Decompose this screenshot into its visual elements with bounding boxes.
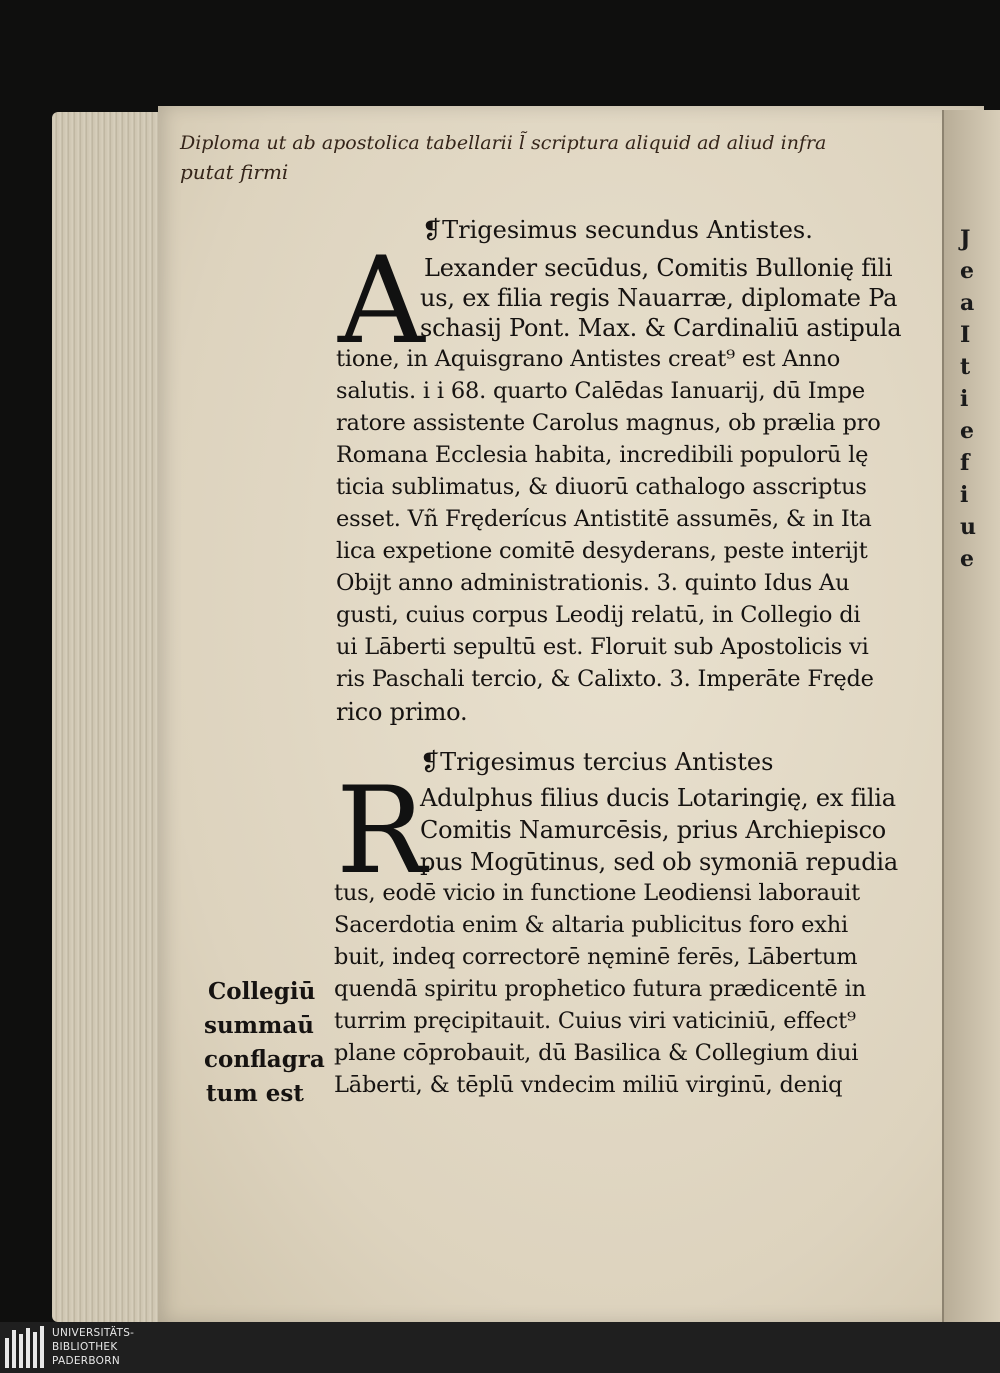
library-footer-bar bbox=[0, 1322, 1000, 1373]
page-edges bbox=[52, 112, 162, 1322]
facing-page-glyph: i bbox=[960, 386, 969, 412]
text-line: tus, eodē vicio in functione Leodiensi laborauit bbox=[334, 880, 860, 906]
text-line: ratore assistente Carolus magnus, ob prælia pro bbox=[336, 410, 881, 436]
library-logo-text-line-2: BIBLIOTHEK bbox=[52, 1341, 118, 1353]
text-line: Adulphus filius ducis Lotaringię, ex filia bbox=[420, 784, 896, 812]
facing-page-glyph: e bbox=[960, 418, 974, 444]
section-32-heading: ❡Trigesimus secundus Antistes. bbox=[422, 216, 813, 244]
margin-note-line: Collegiū bbox=[208, 978, 316, 1005]
margin-note-line: tum est bbox=[206, 1080, 304, 1107]
facing-page-glyph: u bbox=[960, 514, 976, 540]
facing-page-glyph: J bbox=[960, 226, 971, 252]
text-line: lica expetione comitē desyderans, peste interijt bbox=[336, 538, 868, 564]
text-line: Romana Ecclesia habita, incredibili populorū lę bbox=[336, 442, 869, 468]
handwritten-note-line-2: putat firmi bbox=[180, 160, 289, 184]
text-line: pus Mogūtinus, sed ob symoniā repudia bbox=[420, 848, 898, 876]
text-line: salutis. i i 68. quarto Calēdas Ianuarij, dū Impe bbox=[336, 378, 865, 404]
text-line: rico primo. bbox=[336, 698, 468, 726]
drop-cap-r: R bbox=[336, 762, 427, 901]
facing-page-glyph: e bbox=[960, 258, 974, 284]
margin-note-line: summaū bbox=[204, 1012, 314, 1039]
facing-page-glyph: f bbox=[960, 450, 970, 476]
text-line: buit, indeq correctorē nęminē ferēs, Lābertum bbox=[334, 944, 858, 970]
text-line: schasij Pont. Max. & Cardinaliū astipula bbox=[420, 314, 902, 342]
text-line: Lāberti, & tēplū vndecim miliū virginū, deniq bbox=[334, 1072, 843, 1098]
facing-page-glyph: t bbox=[960, 354, 971, 380]
drop-cap-a: A bbox=[338, 232, 425, 371]
facing-page-glyph: i bbox=[960, 482, 969, 508]
library-logo-icon bbox=[5, 1326, 45, 1368]
text-line: tione, in Aquisgrano Antistes creat⁹ est Anno bbox=[336, 346, 841, 372]
text-line: esset. Vñ Fręderícus Antistitē assumēs, & in Ita bbox=[336, 506, 872, 532]
facing-page-glyph: a bbox=[960, 290, 975, 316]
text-line: turrim pręcipitauit. Cuius viri vaticiniū, effect⁹ bbox=[334, 1008, 856, 1034]
text-line: gusti, cuius corpus Leodij relatū, in Collegio di bbox=[336, 602, 861, 628]
text-line: Sacerdotia enim & altaria publicitus foro exhi bbox=[334, 912, 849, 938]
text-line: Lexander secūdus, Comitis Bullonię fili bbox=[424, 254, 893, 282]
text-line: Comitis Namurcēsis, prius Archiepisco bbox=[420, 816, 887, 844]
text-line: ui Lāberti sepultū est. Floruit sub Apostolicis vi bbox=[336, 634, 869, 660]
section-33-heading: ❡Trigesimus tercius Antistes bbox=[420, 748, 774, 776]
margin-note-line: conflagra bbox=[204, 1046, 325, 1073]
text-line: quendā spiritu prophetico futura prædicentē in bbox=[334, 976, 866, 1002]
text-line: us, ex filia regis Nauarræ, diplomate Pa bbox=[420, 284, 898, 312]
facing-page-glyph: I bbox=[960, 322, 971, 348]
text-line: ris Paschali tercio, & Calixto. 3. Imperāte Fręde bbox=[336, 666, 874, 692]
text-line: plane cōprobauit, dū Basilica & Collegium diui bbox=[334, 1040, 859, 1066]
text-line: Obijt anno administrationis. 3. quinto Idus Au bbox=[336, 570, 850, 596]
facing-page-glyph: e bbox=[960, 546, 974, 572]
library-logo-text-line-3: PADERBORN bbox=[52, 1355, 120, 1367]
text-line: ticia sublimatus, & diuorū cathalogo asscriptus bbox=[336, 474, 867, 500]
library-logo-text-line-1: UNIVERSITÄTS- bbox=[52, 1327, 135, 1339]
handwritten-note-line-1: Diploma ut ab apostolica tabellarii l̃ scriptura aliquid ad aliud infra bbox=[180, 132, 827, 154]
